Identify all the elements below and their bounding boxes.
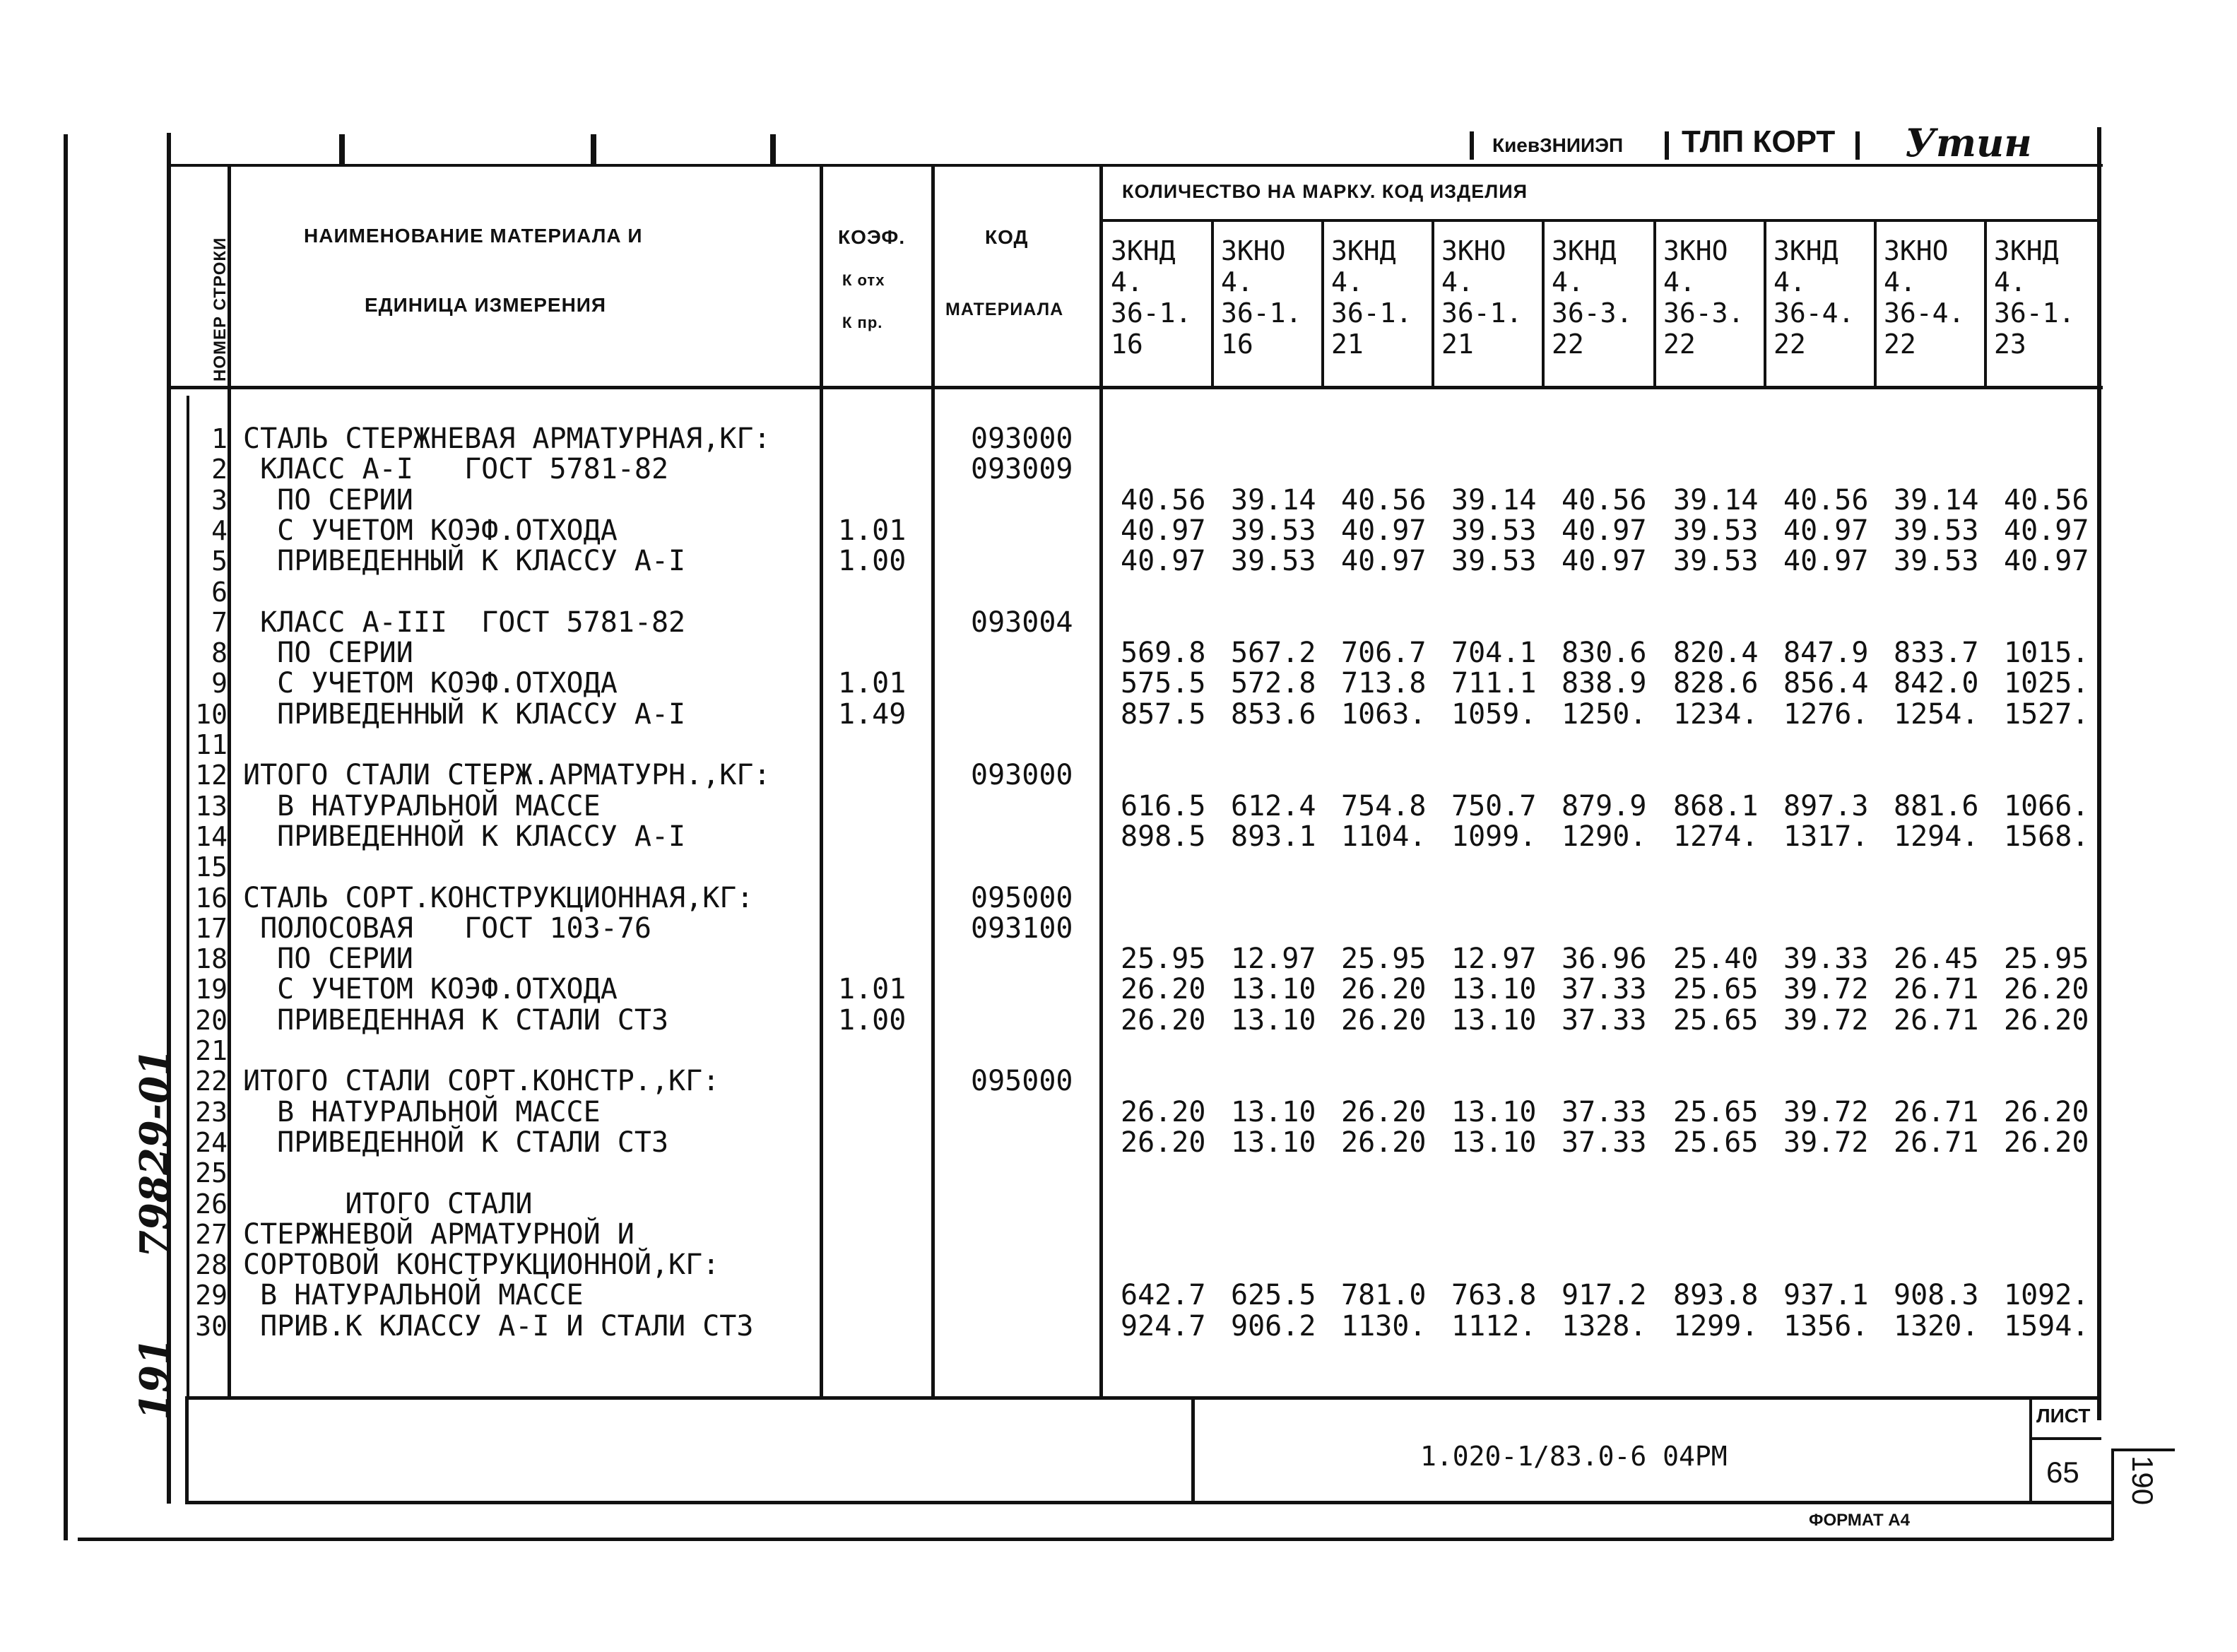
row-number: 18 [195, 943, 228, 975]
quantity-value: 750.7 [1451, 789, 1537, 822]
row-number: 16 [195, 882, 228, 914]
quantity-value: 575.5 [1121, 667, 1206, 700]
quantity-value: 39.72 [1783, 1126, 1869, 1159]
material-name: СТАЛЬ СТЕРЖНЕВАЯ АРМАТУРНАЯ,КГ: [243, 423, 771, 455]
coefficient: 1.01 [838, 514, 907, 547]
row-number: 23 [195, 1096, 228, 1128]
quantity-value: 37.33 [1562, 1003, 1647, 1037]
product-code-8-line-4: 22 [1884, 329, 1916, 360]
product-code-8-line-1: 3КНО [1884, 235, 1949, 266]
quantity-value: 26.20 [1341, 1003, 1427, 1037]
material-name: СТЕРЖНЕВОЙ АРМАТУРНОЙ И [243, 1217, 634, 1251]
quantity-value: 40.97 [1341, 545, 1427, 578]
material-name: ПРИВЕДЕННЫЙ К КЛАССУ А-I [243, 545, 686, 578]
page-stamp: 190 [2126, 1456, 2159, 1506]
row-number: 26 [195, 1188, 228, 1220]
sheet-box-left [2029, 1396, 2032, 1504]
quantity-value: 713.8 [1341, 667, 1427, 700]
quantity-value: 1130. [1341, 1309, 1427, 1343]
material-code: 095000 [971, 1065, 1073, 1098]
material-name: СОРТОВОЙ КОНСТРУКЦИОННОЙ,КГ: [243, 1249, 720, 1282]
product-code-4-line-2: 4. [1441, 266, 1474, 297]
product-code-9-line-4: 23 [1994, 329, 2026, 360]
frame-top [167, 164, 2103, 167]
titleblock-bottom [185, 1501, 2113, 1504]
material-name: С УЧЕТОМ КОЭФ.ОТХОДА [243, 667, 618, 700]
product-code-3-line-4: 21 [1331, 329, 1364, 360]
material-name: СТАЛЬ СОРТ.КОНСТРУКЦИОННАЯ,КГ: [243, 881, 754, 914]
quantity-value: 625.5 [1231, 1279, 1316, 1312]
prod-sep-1 [1211, 220, 1214, 387]
material-name: ИТОГО СТАЛИ [243, 1187, 533, 1220]
quantity-value: 39.14 [1894, 483, 1979, 517]
product-code-4-line-3: 36-1. [1441, 297, 1523, 329]
row-number: 14 [195, 820, 228, 852]
left-margin-line [64, 134, 68, 1540]
quantity-value: 856.4 [1783, 667, 1869, 700]
quantity-value: 569.8 [1121, 637, 1206, 670]
row-number: 21 [195, 1035, 228, 1066]
quantity-value: 893.1 [1231, 820, 1316, 853]
quantity-sep [1099, 219, 2100, 222]
coefficient: 1.01 [838, 667, 907, 700]
quantity-value: 26.20 [1341, 1095, 1427, 1128]
quantity-value: 25.95 [2004, 943, 2089, 976]
quantity-value: 1015. [2004, 637, 2089, 670]
product-code-5-line-2: 4. [1552, 266, 1584, 297]
material-code: 095000 [971, 881, 1073, 914]
product-code-6-line-3: 36-3. [1663, 297, 1745, 329]
coef-header-line3: К пр. [842, 314, 883, 331]
quantity-value: 39.72 [1783, 973, 1869, 1006]
coefficient: 1.01 [838, 973, 907, 1006]
quantity-value: 26.71 [1894, 1003, 1979, 1037]
quantity-value: 1568. [2004, 820, 2089, 853]
quantity-value: 612.4 [1231, 789, 1316, 822]
col-coef-right [931, 164, 935, 1398]
table-bottom [187, 1396, 2101, 1400]
quantity-value: 642.7 [1121, 1279, 1206, 1312]
quantity-value: 25.65 [1673, 1003, 1759, 1037]
row-number: 28 [195, 1249, 228, 1281]
material-code: 093009 [971, 453, 1073, 486]
quantity-value: 1254. [1894, 697, 1979, 731]
row-number: 24 [195, 1126, 228, 1158]
quantity-value: 25.40 [1673, 943, 1759, 976]
quantity-header: КОЛИЧЕСТВО НА МАРКУ. КОД ИЗДЕЛИЯ [1122, 181, 1528, 202]
quantity-value: 893.8 [1673, 1279, 1759, 1312]
row-number: 9 [211, 668, 228, 700]
quantity-value: 1066. [2004, 789, 2089, 822]
quantity-value: 39.72 [1783, 1003, 1869, 1037]
quantity-value: 1234. [1673, 697, 1759, 731]
quantity-value: 1063. [1341, 697, 1427, 731]
row-number: 12 [195, 760, 228, 791]
quantity-value: 13.10 [1231, 1003, 1316, 1037]
quantity-value: 711.1 [1451, 667, 1537, 700]
product-code-5-line-3: 36-3. [1552, 297, 1633, 329]
quantity-value: 842.0 [1894, 667, 1979, 700]
quantity-value: 1092. [2004, 1279, 2089, 1312]
quantity-value: 40.56 [1783, 483, 1869, 517]
material-header-line2: ЕДИНИЦА ИЗМЕРЕНИЯ [365, 294, 607, 316]
material-code: 093004 [971, 606, 1073, 639]
quantity-value: 39.14 [1231, 483, 1316, 517]
bottom-margin-line [78, 1538, 2113, 1541]
frame-right [2097, 127, 2101, 1420]
quantity-value: 40.97 [1562, 545, 1647, 578]
quantity-value: 26.71 [1894, 973, 1979, 1006]
material-name: ПО СЕРИИ [243, 483, 413, 517]
quantity-value: 40.97 [2004, 514, 2089, 547]
quantity-value: 567.2 [1231, 637, 1316, 670]
quantity-value: 39.72 [1783, 1095, 1869, 1128]
quantity-value: 924.7 [1121, 1309, 1206, 1343]
quantity-value: 908.3 [1894, 1279, 1979, 1312]
quantity-value: 1250. [1562, 697, 1647, 731]
prod-sep-5 [1653, 220, 1656, 387]
quantity-value: 1099. [1451, 820, 1537, 853]
quantity-value: 838.9 [1562, 667, 1647, 700]
quantity-value: 26.20 [1341, 1126, 1427, 1159]
row-number: 6 [211, 576, 228, 608]
quantity-value: 847.9 [1783, 637, 1869, 670]
material-name: КЛАСС А-I ГОСТ 5781-82 [243, 453, 669, 486]
material-name: В НАТУРАЛЬНОЙ МАССЕ [243, 789, 601, 822]
quantity-value: 40.56 [1121, 483, 1206, 517]
col-code-right [1099, 164, 1103, 1398]
quantity-value: 881.6 [1894, 789, 1979, 822]
quantity-value: 1328. [1562, 1309, 1647, 1343]
quantity-value: 820.4 [1673, 637, 1759, 670]
quantity-value: 12.97 [1451, 943, 1537, 976]
tick-top-3 [770, 134, 776, 165]
quantity-value: 39.53 [1673, 514, 1759, 547]
quantity-value: 39.53 [1673, 545, 1759, 578]
product-code-4-line-4: 21 [1441, 329, 1474, 360]
quantity-value: 1025. [2004, 667, 2089, 700]
product-code-1-line-3: 36-1. [1111, 297, 1192, 329]
quantity-value: 26.71 [1894, 1126, 1979, 1159]
product-code-2-line-3: 36-1. [1221, 297, 1302, 329]
sheet-label: ЛИСТ [2036, 1405, 2091, 1427]
inventory-number: 79829-01 [131, 1049, 178, 1258]
product-code-3-line-2: 4. [1331, 266, 1364, 297]
quantity-value: 26.20 [1121, 1003, 1206, 1037]
document-code: 1.020-1/83.0-6 04РМ [1420, 1441, 1728, 1472]
product-code-9-line-2: 4. [1994, 266, 2026, 297]
product-code-1-line-2: 4. [1111, 266, 1143, 297]
product-code-3-line-1: 3КНД [1331, 235, 1396, 266]
quantity-value: 37.33 [1562, 1126, 1647, 1159]
quantity-value: 937.1 [1783, 1279, 1869, 1312]
product-code-7-line-3: 36-4. [1773, 297, 1855, 329]
quantity-value: 40.56 [2004, 483, 2089, 517]
quantity-value: 26.20 [2004, 973, 2089, 1006]
material-name: В НАТУРАЛЬНОЙ МАССЕ [243, 1095, 601, 1128]
material-name: ПРИВЕДЕННЫЙ К КЛАССУ А-I [243, 697, 686, 731]
row-number: 1 [211, 423, 228, 454]
titleblock-mid [1191, 1396, 1195, 1504]
prod-sep-3 [1432, 220, 1434, 387]
quantity-value: 40.56 [1562, 483, 1647, 517]
material-name: ПРИВЕДЕННАЯ К СТАЛИ СТЗ [243, 1003, 669, 1037]
product-code-6-line-1: 3КНО [1663, 235, 1728, 266]
quantity-value: 25.65 [1673, 973, 1759, 1006]
material-name: С УЧЕТОМ КОЭФ.ОТХОДА [243, 973, 618, 1006]
product-code-9-line-1: 3КНД [1994, 235, 2059, 266]
quantity-value: 1274. [1673, 820, 1759, 853]
material-name: ПОЛОСОВАЯ ГОСТ 103-76 [243, 911, 651, 945]
quantity-value: 13.10 [1231, 973, 1316, 1006]
coefficient: 1.49 [838, 697, 907, 731]
org-name: КиевЗНИИЭП [1492, 134, 1624, 156]
product-code-7-line-1: 3КНД [1773, 235, 1838, 266]
material-name: ПО СЕРИИ [243, 637, 413, 670]
quantity-value: 706.7 [1341, 637, 1427, 670]
material-name: С УЧЕТОМ КОЭФ.ОТХОДА [243, 514, 618, 547]
material-code: 093000 [971, 759, 1073, 792]
quantity-value: 616.5 [1121, 789, 1206, 822]
coef-header-line2: К отх [842, 271, 885, 289]
quantity-value: 898.5 [1121, 820, 1206, 853]
quantity-value: 1317. [1783, 820, 1869, 853]
quantity-value: 25.95 [1341, 943, 1427, 976]
project-name: ТЛП КОРТ [1682, 124, 1836, 159]
quantity-value: 40.97 [1121, 514, 1206, 547]
material-name: ИТОГО СТАЛИ СТЕРЖ.АРМАТУРН.,КГ: [243, 759, 771, 792]
product-code-6-line-2: 4. [1663, 266, 1696, 297]
quantity-value: 12.97 [1231, 943, 1316, 976]
quantity-value: 25.95 [1121, 943, 1206, 976]
row-number: 11 [195, 729, 228, 760]
quantity-value: 704.1 [1451, 637, 1537, 670]
row-number: 2 [211, 454, 228, 485]
code-header-line2: МАТЕРИАЛА [945, 300, 1064, 319]
quantity-value: 781.0 [1341, 1279, 1427, 1312]
tick-top-2 [591, 134, 596, 165]
row-number-header: НОМЕР СТРОКИ [211, 237, 230, 382]
quantity-value: 39.33 [1783, 943, 1869, 976]
quantity-value: 13.10 [1451, 973, 1537, 1006]
quantity-value: 40.97 [2004, 545, 2089, 578]
titleblock-left [185, 1396, 189, 1504]
product-code-4-line-1: 3КНО [1441, 235, 1506, 266]
quantity-value: 1276. [1783, 697, 1869, 731]
frame-left [167, 133, 171, 1504]
quantity-value: 754.8 [1341, 789, 1427, 822]
quantity-value: 13.10 [1451, 1095, 1537, 1128]
col-name-right [820, 164, 823, 1398]
quantity-value: 37.33 [1562, 1095, 1647, 1128]
sheet-number: 65 [2046, 1456, 2079, 1489]
coefficient: 1.00 [838, 545, 907, 578]
material-name: КЛАСС А-III ГОСТ 5781-82 [243, 606, 686, 639]
quantity-value: 763.8 [1451, 1279, 1537, 1312]
quantity-value: 25.65 [1673, 1126, 1759, 1159]
quantity-value: 39.53 [1451, 514, 1537, 547]
quantity-value: 1290. [1562, 820, 1647, 853]
material-name: В НАТУРАЛЬНОЙ МАССЕ [243, 1279, 584, 1312]
quantity-value: 39.53 [1894, 514, 1979, 547]
product-code-2-line-1: 3КНО [1221, 235, 1286, 266]
quantity-value: 1527. [2004, 697, 2089, 731]
quantity-value: 1104. [1341, 820, 1427, 853]
product-code-6-line-4: 22 [1663, 329, 1696, 360]
quantity-value: 26.20 [1341, 973, 1427, 1006]
product-code-3-line-3: 36-1. [1331, 297, 1412, 329]
quantity-value: 897.3 [1783, 789, 1869, 822]
prod-sep-8 [1984, 220, 1987, 387]
quantity-value: 828.6 [1673, 667, 1759, 700]
row-number: 3 [211, 484, 228, 516]
tick-top-4 [1470, 131, 1474, 160]
product-code-7-line-2: 4. [1773, 266, 1806, 297]
quantity-value: 40.97 [1783, 545, 1869, 578]
quantity-value: 1112. [1451, 1309, 1537, 1343]
quantity-value: 26.20 [2004, 1003, 2089, 1037]
quantity-value: 40.97 [1341, 514, 1427, 547]
row-number: 8 [211, 637, 228, 669]
quantity-value: 40.97 [1783, 514, 1869, 547]
quantity-value: 39.53 [1231, 514, 1316, 547]
product-code-1-line-4: 16 [1111, 329, 1143, 360]
material-name: ИТОГО СТАЛИ СОРТ.КОНСТР.,КГ: [243, 1065, 720, 1098]
quantity-value: 917.2 [1562, 1279, 1647, 1312]
quantity-value: 26.20 [2004, 1095, 2089, 1128]
product-code-2-line-2: 4. [1221, 266, 1253, 297]
material-code: 093100 [971, 911, 1073, 945]
quantity-value: 13.10 [1451, 1003, 1537, 1037]
quantity-value: 26.20 [1121, 1095, 1206, 1128]
material-header-line1: НАИМЕНОВАНИЕ МАТЕРИАЛА И [304, 225, 643, 247]
quantity-value: 39.53 [1451, 545, 1537, 578]
row-number: 25 [195, 1157, 228, 1189]
coefficient: 1.00 [838, 1003, 907, 1037]
prod-sep-2 [1321, 220, 1324, 387]
quantity-value: 1059. [1451, 697, 1537, 731]
quantity-value: 13.10 [1231, 1095, 1316, 1128]
row-number: 20 [195, 1004, 228, 1036]
quantity-value: 830.6 [1562, 637, 1647, 670]
quantity-value: 26.20 [1121, 973, 1206, 1006]
product-code-7-line-4: 22 [1773, 329, 1806, 360]
row-number: 4 [211, 514, 228, 546]
quantity-value: 853.6 [1231, 697, 1316, 731]
prod-sep-6 [1764, 220, 1766, 387]
material-code: 093000 [971, 423, 1073, 455]
row-number: 19 [195, 974, 228, 1005]
row-number: 13 [195, 790, 228, 822]
quantity-value: 879.9 [1562, 789, 1647, 822]
sheet-box-sep [2029, 1437, 2101, 1440]
quantity-value: 13.10 [1231, 1126, 1316, 1159]
quantity-value: 857.5 [1121, 697, 1206, 731]
prod-sep-4 [1542, 220, 1545, 387]
row-number: 22 [195, 1066, 228, 1097]
format-label: ФОРМАТ А4 [1809, 1511, 1910, 1530]
quantity-value: 26.71 [1894, 1095, 1979, 1128]
header-bottom [167, 386, 2103, 389]
material-name: ПРИВЕДЕННОЙ К КЛАССУ А-I [243, 820, 686, 853]
coef-header-line1: КОЭФ. [838, 226, 906, 248]
prod-sep-7 [1874, 220, 1877, 387]
quantity-value: 906.2 [1231, 1309, 1316, 1343]
quantity-value: 1356. [1783, 1309, 1869, 1343]
row-number: 10 [195, 698, 228, 730]
quantity-value: 26.45 [1894, 943, 1979, 976]
quantity-value: 39.53 [1231, 545, 1316, 578]
quantity-value: 37.33 [1562, 973, 1647, 1006]
tick-top-5 [1665, 131, 1669, 160]
product-code-8-line-3: 36-4. [1884, 297, 1965, 329]
product-code-1-line-1: 3КНД [1111, 235, 1176, 266]
quantity-value: 39.14 [1451, 483, 1537, 517]
quantity-value: 40.97 [1562, 514, 1647, 547]
tick-top-6 [1855, 131, 1860, 160]
product-code-9-line-3: 36-1. [1994, 297, 2075, 329]
row-number: 27 [195, 1218, 228, 1250]
quantity-value: 39.14 [1673, 483, 1759, 517]
row-number: 5 [211, 545, 228, 577]
quantity-value: 13.10 [1451, 1126, 1537, 1159]
product-code-2-line-4: 16 [1221, 329, 1253, 360]
quantity-value: 1294. [1894, 820, 1979, 853]
inventory-suffix: 191 [131, 1338, 178, 1420]
quantity-value: 868.1 [1673, 789, 1759, 822]
quantity-value: 40.97 [1121, 545, 1206, 578]
quantity-value: 1299. [1673, 1309, 1759, 1343]
quantity-value: 36.96 [1562, 943, 1647, 976]
row-number: 15 [195, 851, 228, 883]
stamp-box-left [2111, 1449, 2114, 1540]
stamp-box-top [2111, 1449, 2175, 1451]
quantity-value: 26.20 [2004, 1126, 2089, 1159]
product-code-5-line-4: 22 [1552, 329, 1584, 360]
code-header-line1: КОД [985, 226, 1029, 248]
quantity-value: 39.53 [1894, 545, 1979, 578]
quantity-value: 26.20 [1121, 1126, 1206, 1159]
product-code-8-line-2: 4. [1884, 266, 1916, 297]
product-code-5-line-1: 3КНД [1552, 235, 1617, 266]
material-name: ПРИВ.К КЛАССУ А-I И СТАЛИ СТЗ [243, 1309, 754, 1343]
tick-top-1 [339, 134, 345, 165]
row-number: 30 [195, 1310, 228, 1342]
row-number: 7 [211, 606, 228, 638]
quantity-value: 1320. [1894, 1309, 1979, 1343]
signature: Утин [1905, 120, 2032, 165]
material-name: ПРИВЕДЕННОЙ К СТАЛИ СТЗ [243, 1126, 669, 1159]
quantity-value: 25.65 [1673, 1095, 1759, 1128]
material-name: ПО СЕРИИ [243, 943, 413, 976]
row-number: 29 [195, 1280, 228, 1311]
quantity-value: 1594. [2004, 1309, 2089, 1343]
row-number: 17 [195, 912, 228, 944]
quantity-value: 833.7 [1894, 637, 1979, 670]
quantity-value: 40.56 [1341, 483, 1427, 517]
quantity-value: 572.8 [1231, 667, 1316, 700]
